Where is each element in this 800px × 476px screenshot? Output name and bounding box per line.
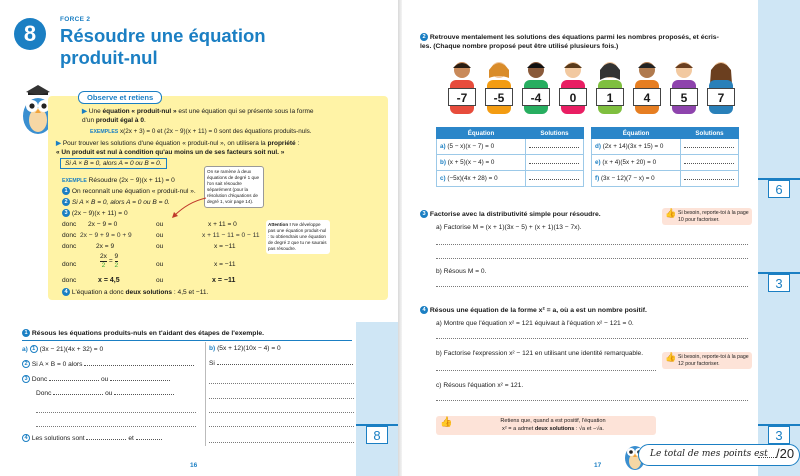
col-equation: Équation — [592, 128, 681, 139]
answer-line[interactable] — [436, 400, 748, 401]
total-label: Le total de mes points est — [650, 449, 768, 459]
thumb-up-icon: 👍 — [440, 417, 453, 428]
answer-line[interactable] — [209, 398, 354, 399]
table-row: d) (2x + 14)(3x + 15) = 0 — [592, 139, 739, 155]
answer-line[interactable] — [436, 370, 656, 371]
score-box-6: 6 — [768, 180, 790, 198]
answer-line[interactable] — [436, 338, 748, 339]
hint-box-2: 👍 Si besoin, reporte-toi à la page 12 pour factoriser. — [662, 352, 752, 369]
page-number: 16 — [190, 462, 198, 469]
table-row: a) (5 − x)(x − 7) = 0 — [437, 139, 584, 155]
answer-line[interactable] — [36, 412, 196, 413]
thumb-up-icon: 👍 — [665, 208, 677, 218]
table-row: f) (3x − 12)(7 − x) = 0 — [592, 171, 739, 187]
col-solutions: Solutions — [681, 128, 739, 139]
title-line-2: produit-nul — [60, 47, 158, 68]
callout-degree-1: On se ramène à deux équations de degré 1 que l'on sait résoudre séparément (pour la résolution d'équations de degré 1, voir page 14). — [204, 166, 264, 208]
ex4-title: 4 Résous une équation de la forme x² = a, où a est un nombre positif. — [420, 306, 647, 314]
ex4-c: c) Résous l'équation x² = 121. — [436, 382, 524, 389]
number-sign: -5 — [485, 88, 513, 106]
ex1-step2: 2 Si A × B = 0 alors — [22, 360, 194, 368]
solution-cell[interactable] — [681, 155, 739, 171]
number-sign: 1 — [596, 88, 624, 106]
ex1-donc-2: Donc ou — [36, 390, 174, 397]
number-sign: 7 — [707, 88, 735, 106]
number-sign: -4 — [522, 88, 550, 106]
ex1-title: 1 Résous les équations produits-nuls en t'aidant des étapes de l'exemple. — [22, 329, 264, 337]
step-4: 4 L'équation a donc deux solutions : 4,5 et −11. — [62, 288, 208, 296]
score-band — [356, 322, 398, 476]
sign-row — [448, 88, 748, 108]
examples-line: EXEMPLES x(2x + 3) = 0 et (2x − 9)(x + 11) = 0 sont des équations produits-nuls. — [90, 128, 312, 135]
number-sign: 4 — [633, 88, 661, 106]
equations-table-left — [436, 127, 584, 187]
ex3-b: b) Résous M = 0. — [436, 268, 487, 275]
col-solutions: Solutions — [526, 128, 584, 139]
number-sign: 5 — [670, 88, 698, 106]
thumb-up-icon: 👍 — [665, 352, 677, 362]
title-line-1: Résoudre une équation — [60, 25, 266, 46]
equations-table-right — [591, 127, 739, 187]
page-title — [60, 25, 266, 69]
ex1-step3: 3 Donc ou — [22, 375, 170, 383]
total-dots — [758, 457, 776, 458]
answer-line[interactable] — [436, 244, 748, 245]
col-equation: Équation — [437, 128, 526, 139]
score-box-8: 8 — [366, 426, 388, 444]
solution-cell[interactable] — [681, 171, 739, 187]
answer-line[interactable] — [36, 426, 196, 427]
force-label: FORCE 2 — [60, 16, 91, 23]
table-row: b) (x + 5)(x − 4) = 0 — [437, 155, 584, 171]
definition-text: ▶ Une équation « produit-nul » est une équation qui se présente sous la forme d'un produit égal à 0. — [82, 108, 314, 124]
total-score: /20 — [776, 446, 795, 461]
answer-line[interactable] — [209, 442, 354, 443]
solution-cell[interactable] — [526, 155, 584, 171]
property-text: ▶ Pour trouver les solutions d'une équation « produit-nul », on utilisera la propriété : « Un produit est nul à condition qu'au moins un de ses facteurs soit nul. » — [56, 140, 300, 156]
ex3-a: a) Factorise M = (x + 1)(3x − 5) + (x + 1)(13 − 7x). — [436, 224, 582, 231]
observe-title: Observe et retiens — [78, 91, 162, 104]
answer-line[interactable] — [436, 286, 748, 287]
right-page — [402, 0, 800, 476]
step-2: 2 Si A × B = 0, alors A = 0 ou B = 0. — [62, 198, 170, 206]
answer-line[interactable] — [209, 383, 354, 384]
ex1-divider — [205, 342, 206, 446]
ex1-step4: 4 Les solutions sont et — [22, 434, 162, 442]
answer-line[interactable] — [209, 412, 354, 413]
exemple-line: EXEMPLE Résoudre (2x − 9)(x + 11) = 0 — [62, 177, 175, 184]
step-1: 1 On reconnaît une équation « produit-nul ». — [62, 187, 196, 195]
answer-line[interactable] — [209, 426, 354, 427]
retiens-box: 👍 Retiens que, quand a est positif, l'équation x² = a admet deux solutions : √a et −√a. — [436, 416, 656, 435]
ex1-a: a) 1 (3x − 21)(4x + 32) = 0 — [22, 345, 104, 353]
ex3-title: 3 Factorise avec la distributivité simple pour résoudre. — [420, 210, 601, 218]
ex4-b: b) Factorise l'expression x² − 121 en utilisant une identité remarquable. — [436, 350, 644, 357]
table-row: e) (x + 4)(5x + 20) = 0 — [592, 155, 739, 171]
property-box: Si A × B = 0, alors A = 0 ou B = 0. — [60, 158, 167, 169]
answer-line[interactable] — [436, 258, 748, 259]
fraction: $\frac{2x}{2}$ = $\frac{9}{2}$ — [100, 253, 119, 269]
solution-cell[interactable] — [526, 171, 584, 187]
solution-cell[interactable] — [681, 139, 739, 155]
table-row: c) (−5x)(4x + 28) = 0 — [437, 171, 584, 187]
number-sign: -7 — [448, 88, 476, 106]
lesson-badge: 8 — [14, 18, 46, 50]
ex2-title: 2 Retrouve mentalement les solutions des équations parmi les nombres proposés, et écris-les. (Chaque nombre proposé peut être utilisé plusieurs fois.) — [420, 34, 719, 50]
solution-cell[interactable] — [526, 139, 584, 155]
ex1-b: b) (5x + 12)(10x − 4) = 0 — [209, 345, 281, 352]
left-page: 8 FORCE 2 Résoudre une équation produit-nul Observe et retiens ▶ Une équation « produit-nul » est une équation qui se présente sous la forme d'un produit égal à 0. EXEMPLES x(2x + 3) = 0 et (2x − 9)(x + 11) = 0 sont des équations produits-nuls. ▶ Pour trouver les solutions d'une équation « produit-nul », on utilisera la propriété : « Un produit est nul à condition qu'au moins un de ses facteurs soit nul. » Si A × B = 0, alors A = 0 ou B = 0. EXEMPLE Résoudre (2x − 9)(x + 11) = 0 1 On reconnaît une équation « produit-nul ». 2 Si A × B = 0, alors A = 0 ou B = 0. 3 (2x − 9)(x + 11) = 0 donc 2x − 9 = 0 ou x + 11 = 0 donc 2x − 9 + 9 = 0 + 9 ou x + 11 − 11 = 0 − 11 donc 2x = 9 ou x = −11 donc $\frac{2x}{2}$ = $\frac{9}{2}$ ou x = −11 donc x = 4,5 ou x = −11 4 L'équation a donc deux solutions : 4,5 et −11. On se ramène à deux équations de degré 1 que l'on sait résoudre séparément (pour la résolution d'équations de degré 1, voir page 14). Attention ! Ne développe pas une équation produit-nul : tu obtiendrais une équation de degré 2 que tu ne saurais pas résoudre. 1 Résous les équations produits-nuls en t'aidant des étapes de l'exemple. a) 1 (3x − 21)(4x + 32) = 0 b) (5x + 12)(10x − 4) = 0 2 Si A × B = 0 alors Si 3 Donc ou Donc ou 4 Les solutions sont et 8 16 — [0, 0, 398, 476]
callout-arrow-icon — [168, 196, 208, 220]
score-box-3a: 3 — [768, 274, 790, 292]
ex1-underline — [22, 340, 352, 341]
hint-box-1: 👍 Si besoin, reporte-toi à la page 10 pour factoriser. — [662, 208, 752, 225]
attention-box: Attention ! Ne développe pas une équation produit-nul : tu obtiendrais une équation de degré 2 que tu ne saurais pas résoudre. — [266, 220, 330, 254]
ex4-a: a) Montre que l'équation x² = 121 équivaut à l'équation x² − 121 = 0. — [436, 320, 634, 327]
score-band — [758, 0, 800, 476]
score-box-3b: 3 — [768, 426, 790, 444]
page-number: 17 — [594, 462, 602, 469]
step-3: 3 (2x − 9)(x + 11) = 0 — [62, 209, 128, 217]
ex1-b-si: Si — [209, 360, 353, 367]
number-sign: 0 — [559, 88, 587, 106]
